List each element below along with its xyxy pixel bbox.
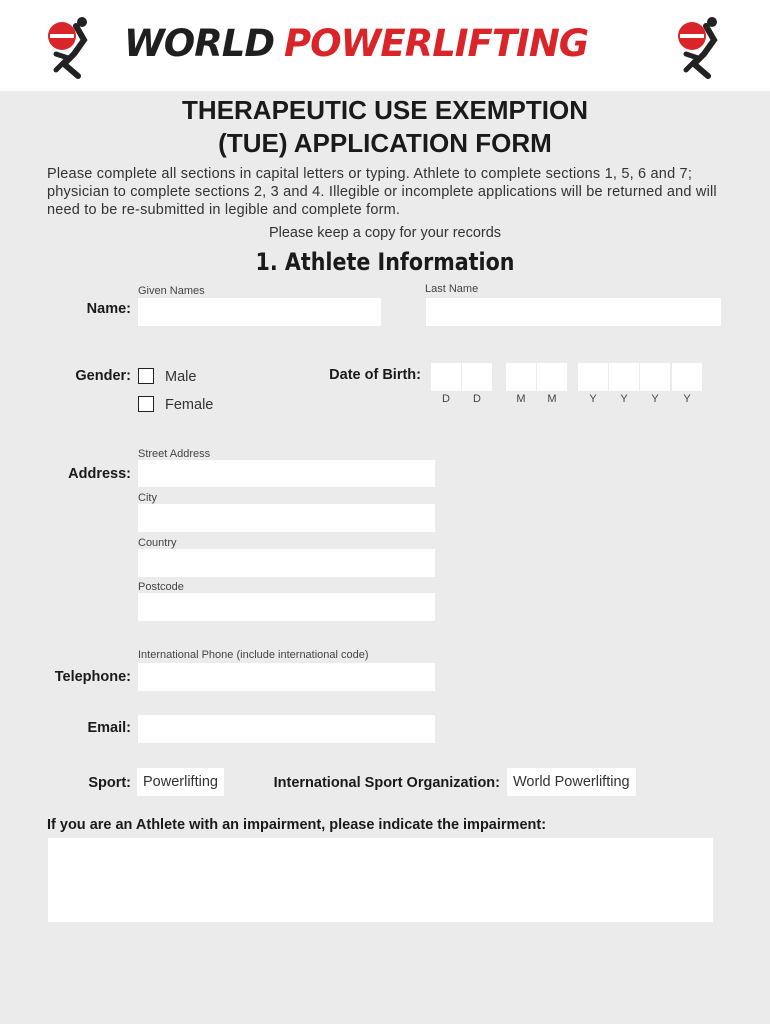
gender-female-label: Female [165,397,214,413]
iso-label: International Sport Organization: [273,775,500,791]
telephone-input[interactable] [138,663,435,691]
street-address-input[interactable] [138,460,435,487]
gender-label: Gender: [75,368,131,384]
brand-word-world: WORLD [124,22,275,65]
street-address-caption: Street Address [138,448,211,460]
gender-male-checkbox[interactable] [138,368,154,384]
email-input[interactable] [138,715,435,743]
postcode-input[interactable] [138,593,435,621]
section-title: 1. Athlete Information [255,248,515,276]
dob-label: Date of Birth: [329,367,421,383]
barbell-lifter-logo-icon [44,14,94,82]
dob-day-1-input[interactable] [431,363,461,391]
dob-day-caption: D [442,393,450,405]
city-input[interactable] [138,504,435,532]
given-names-input[interactable] [138,298,381,326]
gender-male-label: Male [165,369,197,385]
impairment-textarea[interactable] [48,838,713,922]
given-names-caption: Given Names [138,285,205,297]
dob-month-2-input[interactable] [537,363,567,391]
brand-word-powerlifting: POWERLIFTING [284,22,589,65]
dob-year-caption: Y [683,393,691,405]
dob-year-caption: Y [589,393,597,405]
impairment-question: If you are an Athlete with an impairment, please indicate the impairment: [47,817,547,833]
phone-caption: International Phone (include international code) [138,649,369,661]
sport-input[interactable]: Powerlifting [137,768,224,796]
dob-month-caption: M [547,393,557,405]
dob-year-caption: Y [651,393,659,405]
dob-year-2-input[interactable] [609,363,639,391]
barbell-lifter-logo-icon [674,14,724,82]
address-label: Address: [68,466,131,482]
instructions: Please complete all sections in capital letters or typing. Athlete to complete sections 1, 5, 6 and 7; physician to complete sections 2, 3 and 4. Illegible or incomplete applications will be returned and will need to be re-submitted in legible and complete form. [47,166,717,218]
dob-month-1-input[interactable] [506,363,536,391]
dob-year-4-input[interactable] [672,363,702,391]
keep-copy-note: Please keep a copy for your records [268,225,502,241]
country-input[interactable] [138,549,435,577]
dob-day-caption: D [473,393,481,405]
last-name-caption: Last Name [425,283,479,295]
dob-year-3-input[interactable] [640,363,670,391]
postcode-caption: Postcode [138,581,184,593]
country-caption: Country [138,537,177,549]
header [0,0,770,91]
dob-month-caption: M [516,393,526,405]
email-label: Email: [87,720,131,736]
sport-label: Sport: [88,775,131,791]
form-title-line2: (TUE) APPLICATION FORM [218,128,552,158]
form-title-line1: THERAPEUTIC USE EXEMPTION [182,95,588,125]
gender-female-checkbox[interactable] [138,396,154,412]
dob-year-caption: Y [620,393,628,405]
last-name-input[interactable] [426,298,721,326]
brand-wordmark [124,22,588,65]
name-label: Name: [86,301,131,317]
dob-year-1-input[interactable] [578,363,608,391]
telephone-label: Telephone: [54,669,131,685]
iso-input[interactable]: World Powerlifting [507,768,636,796]
dob-day-2-input[interactable] [462,363,492,391]
city-caption: City [138,492,157,504]
